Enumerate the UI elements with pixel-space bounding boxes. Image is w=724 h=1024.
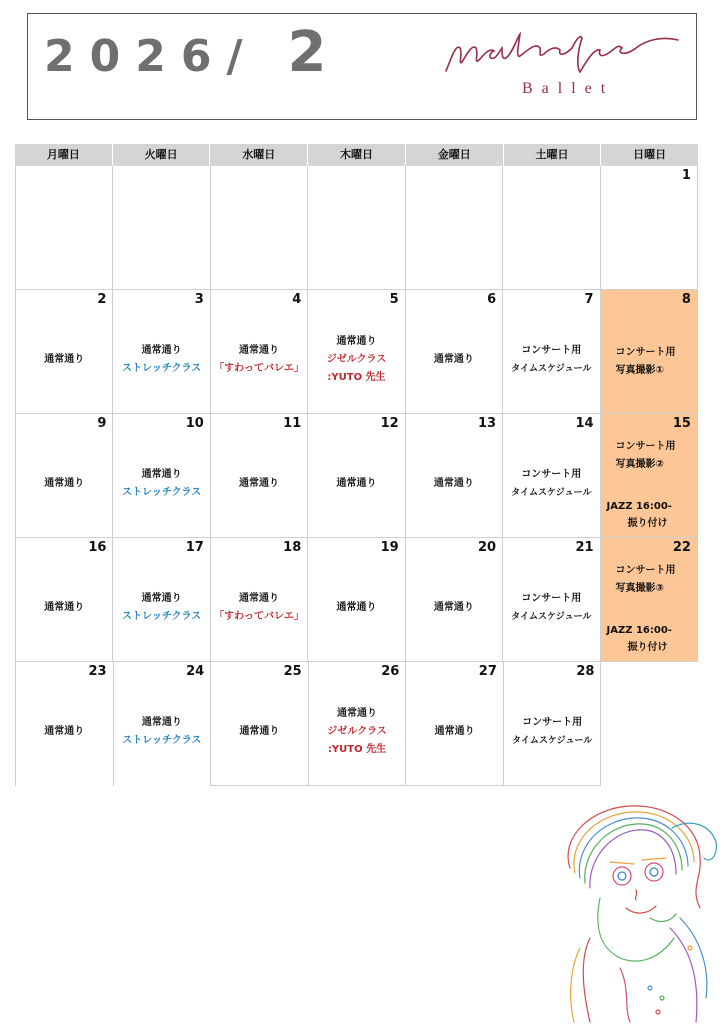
event-text: JAZZ 16:00- bbox=[606, 501, 672, 512]
event-text: コンサート用 bbox=[615, 347, 676, 358]
day-cell bbox=[601, 538, 698, 662]
day-cell bbox=[309, 662, 407, 786]
event-text: 通常通り bbox=[239, 344, 280, 356]
event-text: コンサート用 bbox=[521, 468, 582, 480]
day-cell bbox=[308, 414, 405, 538]
event-text: 写真撮影① bbox=[615, 365, 664, 376]
sunday-events bbox=[601, 538, 697, 661]
day-events bbox=[503, 538, 599, 661]
day-number: 22 bbox=[672, 540, 691, 555]
event-text: 振り付け bbox=[627, 642, 668, 653]
event-text: 通常通り bbox=[141, 717, 182, 728]
event-text: ストレッチクラス bbox=[122, 735, 202, 746]
day-cell bbox=[15, 414, 113, 538]
day-cell bbox=[601, 662, 698, 786]
day-number: 4 bbox=[292, 292, 302, 307]
day-events bbox=[211, 538, 307, 661]
day-number: 26 bbox=[381, 664, 400, 679]
day-cell bbox=[601, 414, 698, 538]
day-number: 25 bbox=[283, 664, 302, 679]
week-row bbox=[15, 414, 698, 538]
event-text: 通常通り bbox=[433, 601, 474, 613]
sunday-events bbox=[601, 414, 697, 537]
day-cell bbox=[15, 662, 114, 786]
event-text: :YUTO 先生 bbox=[327, 371, 386, 383]
event-text: 通常通り bbox=[434, 725, 475, 737]
day-number: 18 bbox=[283, 540, 302, 555]
day-number: 10 bbox=[185, 416, 204, 431]
day-events bbox=[308, 290, 404, 413]
day-cell bbox=[406, 290, 503, 414]
day-number: 7 bbox=[584, 292, 594, 307]
day-number: 28 bbox=[576, 664, 595, 679]
day-cell bbox=[113, 290, 210, 414]
sunday-events bbox=[601, 290, 697, 413]
day-events bbox=[113, 290, 209, 413]
day-cell bbox=[406, 662, 504, 786]
day-number: 24 bbox=[186, 664, 205, 679]
day-events bbox=[406, 290, 502, 413]
event-text: ストレッチクラス bbox=[122, 610, 202, 622]
day-number: 20 bbox=[478, 540, 497, 555]
event-text: 写真撮影② bbox=[615, 459, 664, 470]
day-events bbox=[113, 538, 209, 661]
day-cell bbox=[114, 662, 212, 786]
day-events bbox=[16, 538, 112, 661]
day-cell bbox=[113, 414, 210, 538]
day-number: 11 bbox=[283, 416, 302, 431]
event-text: ジゼルクラス bbox=[326, 353, 387, 365]
weekday-header: 木曜日 bbox=[308, 144, 406, 166]
event-text: JAZZ 16:00- bbox=[606, 625, 672, 636]
day-events bbox=[406, 662, 503, 785]
day-cell bbox=[601, 290, 698, 414]
event-text: 通常通り bbox=[141, 592, 182, 604]
day-cell bbox=[601, 166, 698, 290]
day-cell bbox=[211, 662, 309, 786]
weekday-header: 水曜日 bbox=[210, 144, 308, 166]
weekday-header: 土曜日 bbox=[504, 144, 602, 166]
event-text: タイムスケジュール bbox=[511, 611, 592, 622]
day-events bbox=[308, 538, 404, 661]
weekday-header-row bbox=[15, 144, 698, 166]
day-cell bbox=[503, 290, 600, 414]
day-number: 16 bbox=[88, 540, 107, 555]
day-events bbox=[309, 662, 406, 785]
day-cell bbox=[406, 538, 503, 662]
event-text: コンサート用 bbox=[521, 344, 582, 356]
month-title bbox=[44, 20, 327, 85]
week-row bbox=[15, 538, 698, 662]
event-text: コンサート用 bbox=[521, 592, 582, 604]
event-block bbox=[616, 438, 676, 474]
month-label: 2 bbox=[287, 20, 327, 85]
day-cell bbox=[504, 662, 602, 786]
event-text: 通常通り bbox=[44, 477, 85, 489]
event-text: ジゼルクラス bbox=[327, 725, 387, 737]
day-number: 17 bbox=[185, 540, 204, 555]
day-cell bbox=[406, 166, 503, 290]
week-row bbox=[15, 166, 698, 290]
event-text: 振り付け bbox=[627, 518, 668, 529]
week-row bbox=[15, 290, 698, 414]
day-cell bbox=[308, 290, 405, 414]
day-cell bbox=[211, 414, 308, 538]
day-events bbox=[503, 414, 599, 537]
day-cell bbox=[211, 290, 308, 414]
day-number: 15 bbox=[672, 416, 691, 431]
event-text: コンサート用 bbox=[615, 441, 676, 452]
event-text: ストレッチクラス bbox=[122, 362, 202, 374]
day-cell bbox=[211, 538, 308, 662]
day-events bbox=[16, 290, 112, 413]
event-text: 「すわってバレエ」 bbox=[214, 610, 304, 622]
day-number: 13 bbox=[478, 416, 497, 431]
day-events bbox=[211, 290, 307, 413]
day-number: 5 bbox=[389, 292, 399, 307]
day-events bbox=[504, 662, 601, 785]
day-number: 3 bbox=[194, 292, 204, 307]
event-text: 通常通り bbox=[239, 592, 280, 604]
event-text: ストレッチクラス bbox=[122, 486, 202, 498]
day-number: 21 bbox=[575, 540, 594, 555]
event-text: タイムスケジュール bbox=[511, 363, 592, 374]
year-label: 2026/ bbox=[44, 31, 258, 82]
event-text: コンサート用 bbox=[615, 565, 676, 576]
day-cell bbox=[503, 414, 600, 538]
day-number: 23 bbox=[88, 664, 107, 679]
event-text: 写真撮影③ bbox=[615, 583, 664, 594]
day-number: 2 bbox=[97, 292, 107, 307]
event-text: :YUTO 先生 bbox=[327, 743, 387, 755]
event-text: 通常通り bbox=[433, 353, 474, 365]
day-events bbox=[308, 414, 404, 537]
day-cell bbox=[406, 414, 503, 538]
day-number: 1 bbox=[681, 168, 691, 183]
day-number: 19 bbox=[380, 540, 399, 555]
weekday-header: 火曜日 bbox=[113, 144, 211, 166]
event-text: 通常通り bbox=[336, 335, 377, 347]
event-text: 通常通り bbox=[239, 477, 280, 489]
event-text: 通常通り bbox=[44, 353, 85, 365]
week-row bbox=[15, 662, 698, 786]
event-text: 通常通り bbox=[141, 344, 182, 356]
day-number: 8 bbox=[681, 292, 691, 307]
day-cell bbox=[308, 538, 405, 662]
event-text: 通常通り bbox=[141, 468, 182, 480]
day-number: 6 bbox=[487, 292, 497, 307]
day-cell bbox=[113, 538, 210, 662]
event-text: 通常通り bbox=[44, 726, 85, 737]
day-cell bbox=[113, 166, 210, 290]
day-events bbox=[16, 414, 112, 537]
weekday-header: 月曜日 bbox=[15, 144, 113, 166]
day-number: 12 bbox=[380, 416, 399, 431]
calendar-grid bbox=[15, 144, 698, 786]
event-text: 通常通り bbox=[44, 601, 85, 613]
event-text: 通常通り bbox=[337, 707, 378, 719]
weekday-header: 金曜日 bbox=[406, 144, 504, 166]
day-number: 9 bbox=[97, 416, 107, 431]
logo-ballet-text: Ballet bbox=[522, 80, 615, 97]
day-cell bbox=[503, 538, 600, 662]
day-events bbox=[406, 414, 502, 537]
day-events bbox=[211, 414, 307, 537]
event-text: 通常通り bbox=[336, 477, 377, 489]
day-cell bbox=[15, 538, 113, 662]
event-text: コンサート用 bbox=[522, 716, 583, 728]
event-text: 通常通り bbox=[239, 725, 280, 737]
day-events bbox=[211, 662, 308, 785]
day-cell bbox=[503, 166, 600, 290]
event-text: 通常通り bbox=[433, 477, 474, 489]
day-events bbox=[16, 662, 113, 786]
day-cell bbox=[15, 166, 113, 290]
event-text: 「すわってバレエ」 bbox=[214, 362, 304, 374]
event-text: タイムスケジュール bbox=[511, 487, 592, 498]
girl-line-illustration bbox=[550, 798, 720, 1024]
day-cell bbox=[211, 166, 308, 290]
day-cell bbox=[308, 166, 405, 290]
day-events bbox=[113, 414, 209, 537]
event-block bbox=[616, 562, 676, 598]
day-events bbox=[503, 290, 599, 413]
weekday-header: 日曜日 bbox=[633, 148, 667, 161]
event-text: 通常通り bbox=[336, 601, 377, 613]
day-events bbox=[114, 662, 211, 786]
event-block bbox=[616, 344, 676, 380]
day-events bbox=[406, 538, 502, 661]
day-number: 27 bbox=[478, 664, 497, 679]
day-cell bbox=[15, 290, 113, 414]
event-text: タイムスケジュール bbox=[512, 735, 593, 746]
day-number: 14 bbox=[575, 416, 594, 431]
